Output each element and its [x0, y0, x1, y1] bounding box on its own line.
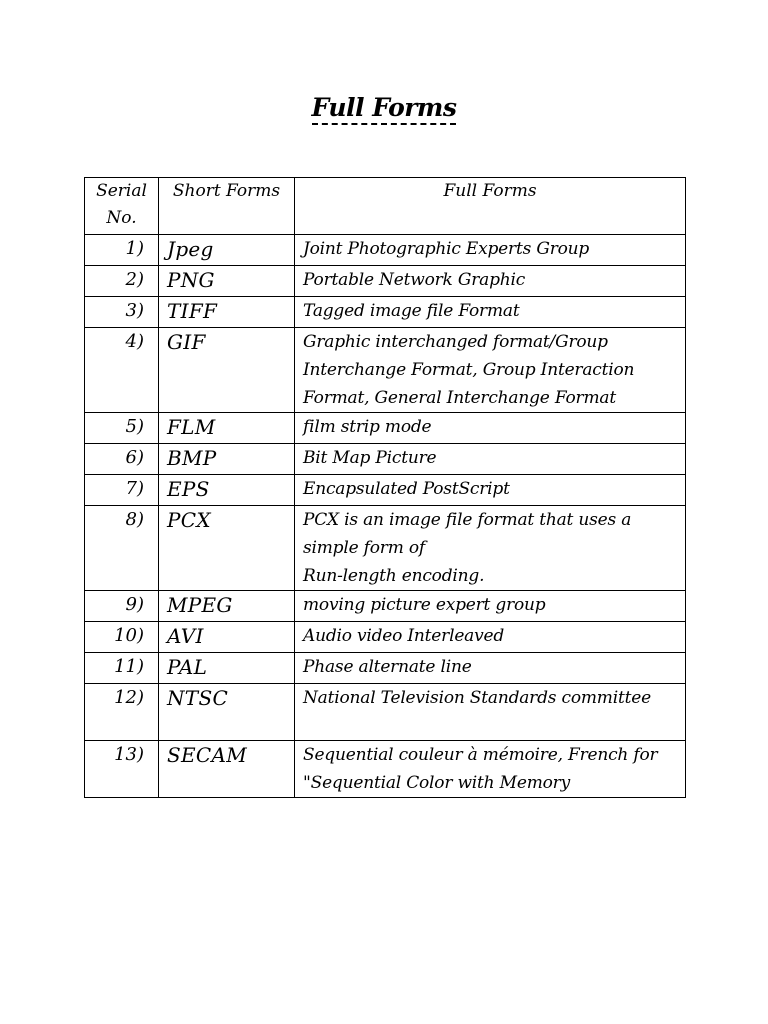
short-form-cell: TIFF — [159, 297, 295, 328]
table-row — [85, 506, 686, 591]
short-form-cell: PNG — [159, 266, 295, 297]
full-form-cell — [295, 741, 686, 798]
header-serial-line2: No. — [106, 208, 137, 228]
table-row — [85, 741, 686, 798]
serial-cell: 12) — [85, 684, 159, 741]
full-form-line: Audio video Interleaved — [303, 626, 505, 646]
full-form-cell — [295, 235, 686, 266]
short-form-cell: SECAM — [159, 741, 295, 798]
full-form-line: Bit Map Picture — [303, 448, 437, 468]
full-form-line: Format, General Interchange Format — [303, 388, 616, 408]
header-serial-no — [85, 178, 159, 235]
short-form-cell: AVI — [159, 622, 295, 653]
full-form-cell — [295, 653, 686, 684]
table-row — [85, 266, 686, 297]
full-form-line: National Television Standards committee — [303, 688, 651, 708]
serial-cell: 6) — [85, 444, 159, 475]
page-title — [0, 92, 768, 124]
serial-cell: 5) — [85, 413, 159, 444]
table-row — [85, 684, 686, 741]
full-form-cell — [295, 297, 686, 328]
serial-cell: 4) — [85, 328, 159, 413]
serial-cell: 9) — [85, 591, 159, 622]
serial-cell: 11) — [85, 653, 159, 684]
table-row — [85, 413, 686, 444]
full-form-line: Encapsulated PostScript — [303, 479, 510, 499]
short-form-cell: EPS — [159, 475, 295, 506]
full-form-cell — [295, 506, 686, 591]
full-form-cell — [295, 328, 686, 413]
full-form-line: Graphic interchanged format/Group — [303, 332, 608, 352]
full-form-line: Tagged image file Format — [303, 301, 520, 321]
serial-cell: 3) — [85, 297, 159, 328]
short-form-cell: FLM — [159, 413, 295, 444]
table-row — [85, 328, 686, 413]
full-form-line: PCX is an image file format that uses a — [303, 510, 632, 530]
full-form-line: simple form of — [303, 538, 425, 558]
full-form-line: Run-length encoding. — [303, 566, 485, 586]
table-row — [85, 235, 686, 266]
serial-cell: 1) — [85, 235, 159, 266]
full-form-cell — [295, 413, 686, 444]
full-form-cell — [295, 591, 686, 622]
full-form-line: film strip mode — [303, 417, 432, 437]
short-form-cell: Jpeg — [159, 235, 295, 266]
table-header-row — [85, 178, 686, 235]
table-row — [85, 653, 686, 684]
short-form-cell: PCX — [159, 506, 295, 591]
full-form-cell — [295, 444, 686, 475]
table-row — [85, 591, 686, 622]
header-short-forms: Short Forms — [159, 178, 295, 235]
short-form-cell: PAL — [159, 653, 295, 684]
full-form-line: Phase alternate line — [303, 657, 472, 677]
full-form-cell — [295, 622, 686, 653]
table-row — [85, 444, 686, 475]
table-row — [85, 297, 686, 328]
serial-cell: 8) — [85, 506, 159, 591]
table-row — [85, 475, 686, 506]
full-form-line: Interchange Format, Group Interaction — [303, 360, 635, 380]
serial-cell: 13) — [85, 741, 159, 798]
serial-cell: 2) — [85, 266, 159, 297]
full-form-cell — [295, 475, 686, 506]
header-serial-line1: Serial — [96, 181, 147, 201]
full-form-cell — [295, 266, 686, 297]
full-form-line: moving picture expert group — [303, 595, 546, 615]
header-full-forms: Full Forms — [295, 178, 686, 235]
serial-cell: 7) — [85, 475, 159, 506]
full-form-line: Sequential couleur à mémoire, French for — [303, 745, 658, 765]
full-form-line: Portable Network Graphic — [303, 270, 526, 290]
full-form-line: Joint Photographic Experts Group — [303, 239, 590, 259]
serial-cell: 10) — [85, 622, 159, 653]
short-form-cell: BMP — [159, 444, 295, 475]
page-title-text: Full Forms — [312, 93, 457, 125]
short-form-cell: NTSC — [159, 684, 295, 741]
full-form-line: "Sequential Color with Memory — [303, 773, 570, 793]
short-form-cell: GIF — [159, 328, 295, 413]
full-form-cell — [295, 684, 686, 741]
table-row — [85, 622, 686, 653]
short-form-cell: MPEG — [159, 591, 295, 622]
full-forms-table — [84, 177, 686, 798]
